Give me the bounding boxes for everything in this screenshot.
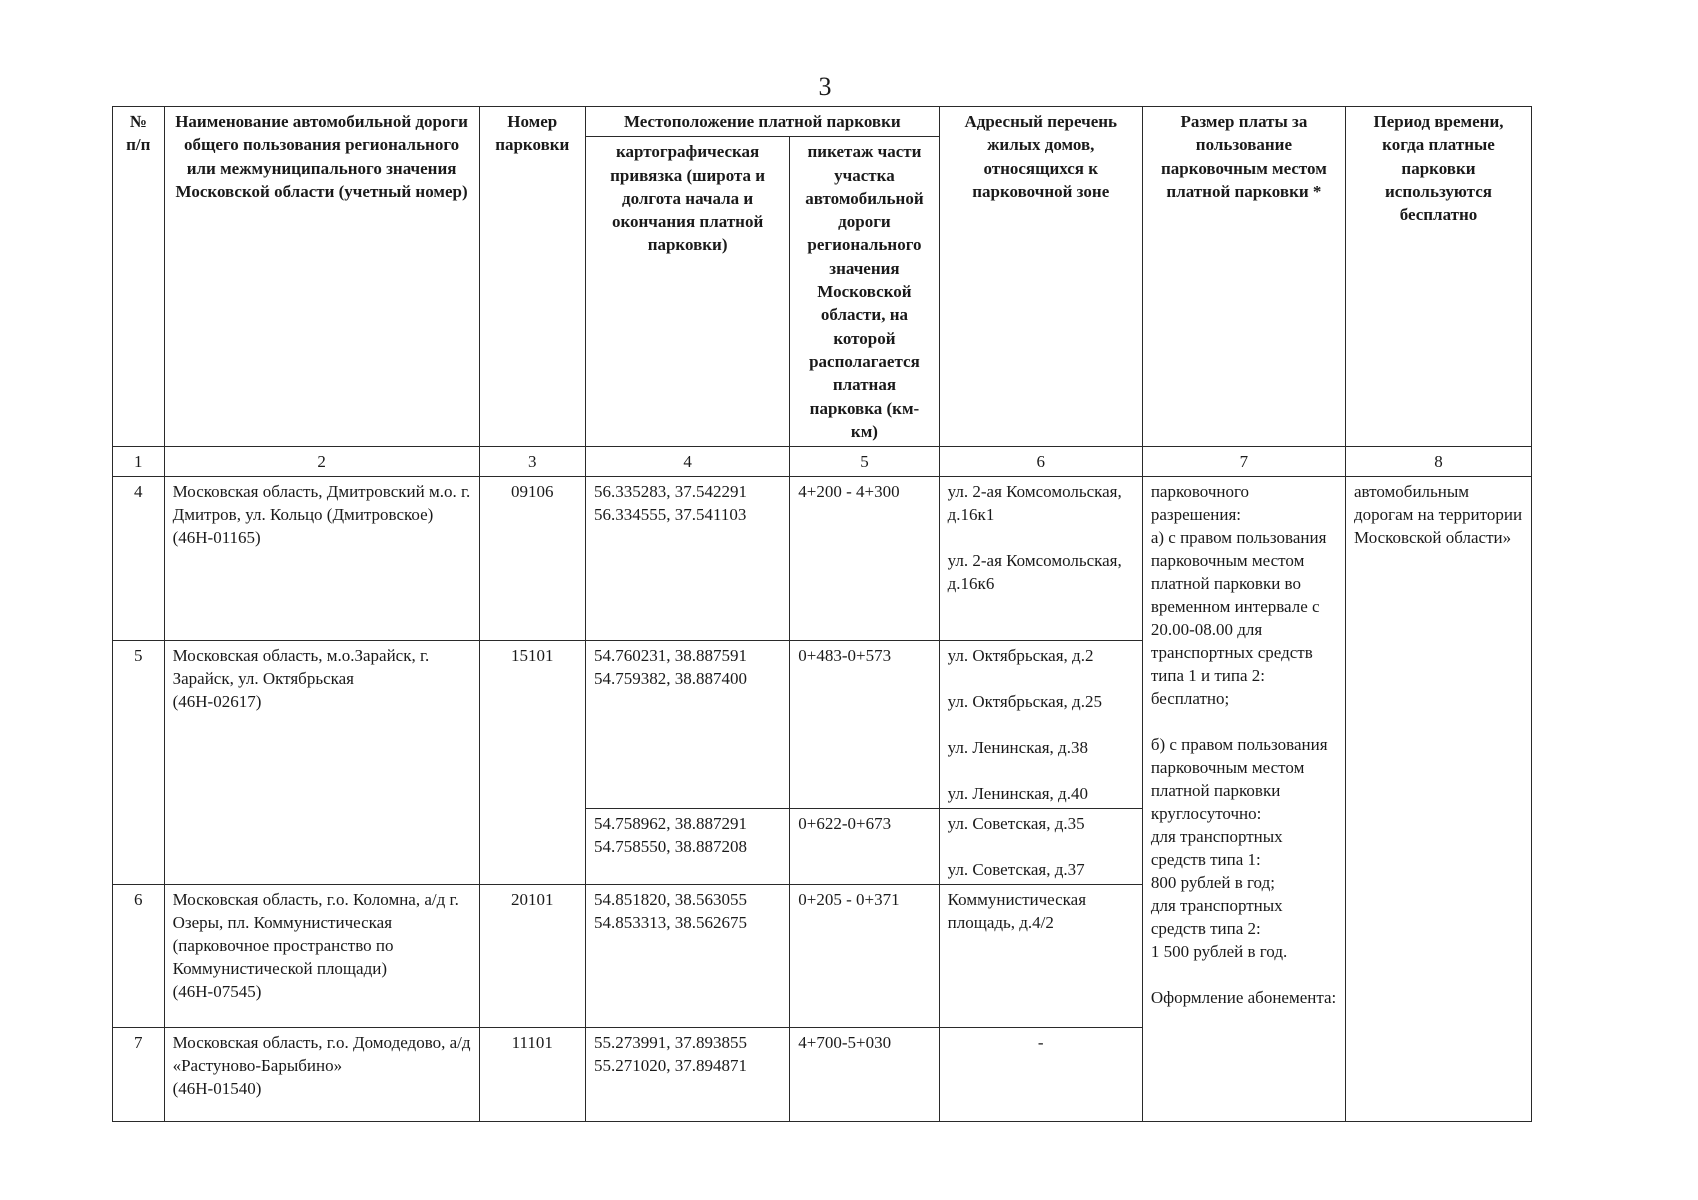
column-number: 2 (164, 447, 479, 477)
address-item: ул. Ленинская, д.38 (947, 738, 1088, 758)
header-fee: Размер платы за пользование парковочным местом платной парковки * (1142, 107, 1345, 447)
fee-line: 800 рублей в год; (1150, 873, 1275, 893)
parking-number: 20101 (479, 885, 585, 1028)
address-item: ул. Октябрьская, д.25 (947, 692, 1102, 712)
address-item: Коммунистическая площадь, д.4/2 (947, 890, 1087, 933)
road-account-number: (46Н-01165) (172, 528, 261, 548)
road-account-number: (46Н-02617) (172, 692, 262, 712)
fee-description (1142, 477, 1345, 1122)
picket-range: 0+483-0+573 (790, 641, 939, 809)
parking-number: 09106 (479, 477, 585, 641)
header-free-period: Период времени, когда платные парковки используются бесплатно (1346, 107, 1532, 447)
fee-line: парковочного разрешения: (1150, 482, 1250, 525)
address-item: ул. Советская, д.35 (947, 814, 1085, 834)
header-cartographic: картографическая привязка (широта и долгота начала и окончания платной парковки) (585, 137, 789, 447)
column-number: 5 (790, 447, 939, 477)
fee-line: для транспортных средств типа 1: (1150, 827, 1283, 870)
row-number: 5 (113, 641, 165, 885)
coordinate-start: 54.851820, 38.563055 (593, 890, 747, 910)
address-item: ул. 2-ая Комсомольская, д.16к6 (947, 551, 1122, 594)
parking-number: 11101 (479, 1028, 585, 1122)
address-list (939, 1028, 1142, 1122)
coordinate-end: 55.271020, 37.894871 (593, 1056, 747, 1076)
header-no: № п/п (113, 107, 165, 447)
column-number: 4 (585, 447, 789, 477)
fee-line: а) с правом пользования парковочным местом платной парковки во временном интервале с 20.00-08.00 для транспортных средств типа 1 и типа 2: бесплатно; (1150, 528, 1327, 709)
address-list (939, 641, 1142, 809)
address-item: ул. Октябрьская, д.2 (947, 646, 1094, 666)
header-parking-no: Номер парковки (479, 107, 585, 447)
address-list (939, 809, 1142, 885)
column-number: 7 (1142, 447, 1345, 477)
fee-line: Оформление абонемента: (1150, 988, 1337, 1008)
coordinate-start: 54.760231, 38.887591 (593, 646, 747, 666)
coordinates (585, 1028, 789, 1122)
coordinates (585, 477, 789, 641)
road-name-text: Московская область, м.о.Зарайск, г. Зарайск, ул. Октябрьская (172, 646, 430, 689)
fee-line: 1 500 рублей в год. (1150, 942, 1288, 962)
coordinates (585, 809, 789, 885)
parking-table (112, 106, 1532, 1122)
address-item: ул. Советская, д.37 (947, 860, 1085, 880)
road-name (164, 641, 479, 885)
column-number-row (113, 447, 1532, 477)
address-list (939, 477, 1142, 641)
column-number: 1 (113, 447, 165, 477)
coordinate-start: 56.335283, 37.542291 (593, 482, 747, 502)
coordinate-start: 55.273991, 37.893855 (593, 1033, 747, 1053)
column-number: 6 (939, 447, 1142, 477)
address-item: ул. 2-ая Комсомольская, д.16к1 (947, 482, 1122, 525)
parking-number: 15101 (479, 641, 585, 885)
road-name-text: Московская область, г.о. Коломна, а/д г. Озеры, пл. Коммунистическая (парковочное пространство по Коммунистической площади) (172, 890, 459, 979)
coordinate-start: 54.758962, 38.887291 (593, 814, 747, 834)
road-name (164, 477, 479, 641)
picket-range: 0+622-0+673 (790, 809, 939, 885)
column-number: 8 (1346, 447, 1532, 477)
address-list (939, 885, 1142, 1028)
coordinate-end: 54.758550, 38.887208 (593, 837, 747, 857)
picket-range: 4+200 - 4+300 (790, 477, 939, 641)
fee-line: для транспортных средств типа 2: (1150, 896, 1283, 939)
road-name-text: Московская область, г.о. Домодедово, а/д «Растуново-Барыбино» (172, 1033, 471, 1076)
road-name (164, 885, 479, 1028)
row-number: 6 (113, 885, 165, 1028)
header-row (113, 107, 1532, 137)
road-account-number: (46Н-07545) (172, 982, 262, 1002)
coordinate-end: 54.759382, 38.887400 (593, 669, 747, 689)
road-name (164, 1028, 479, 1122)
header-location: Местоположение платной парковки (585, 107, 939, 137)
header-picket: пикетаж части участка автомобильной дороги регионального значения Московской области, на которой располагается платная парковка (км-км) (790, 137, 939, 447)
coordinate-end: 56.334555, 37.541103 (593, 505, 747, 525)
road-account-number: (46Н-01540) (172, 1079, 262, 1099)
picket-range: 0+205 - 0+371 (790, 885, 939, 1028)
table-row (113, 477, 1532, 641)
header-road: Наименование автомобильной дороги общего пользования регионального или межмуниципального значения Московской области (учетный номер) (164, 107, 479, 447)
row-number: 7 (113, 1028, 165, 1122)
coordinates (585, 641, 789, 809)
fee-line: б) с правом пользования парковочным местом платной парковки круглосуточно: (1150, 735, 1328, 824)
road-name-text: Московская область, Дмитровский м.о. г. Дмитров, ул. Кольцо (Дмитровское) (172, 482, 471, 525)
coordinates (585, 885, 789, 1028)
free-period-description: автомобильным дорогам на территории Московской области» (1346, 477, 1532, 1122)
picket-range: 4+700-5+030 (790, 1028, 939, 1122)
coordinate-end: 54.853313, 38.562675 (593, 913, 747, 933)
column-number: 3 (479, 447, 585, 477)
header-addresses: Адресный перечень жилых домов, относящихся к парковочной зоне (939, 107, 1142, 447)
address-item: ул. Ленинская, д.40 (947, 784, 1088, 804)
row-number: 4 (113, 477, 165, 641)
page-number: 3 (818, 72, 832, 101)
address-item: - (1037, 1033, 1044, 1053)
